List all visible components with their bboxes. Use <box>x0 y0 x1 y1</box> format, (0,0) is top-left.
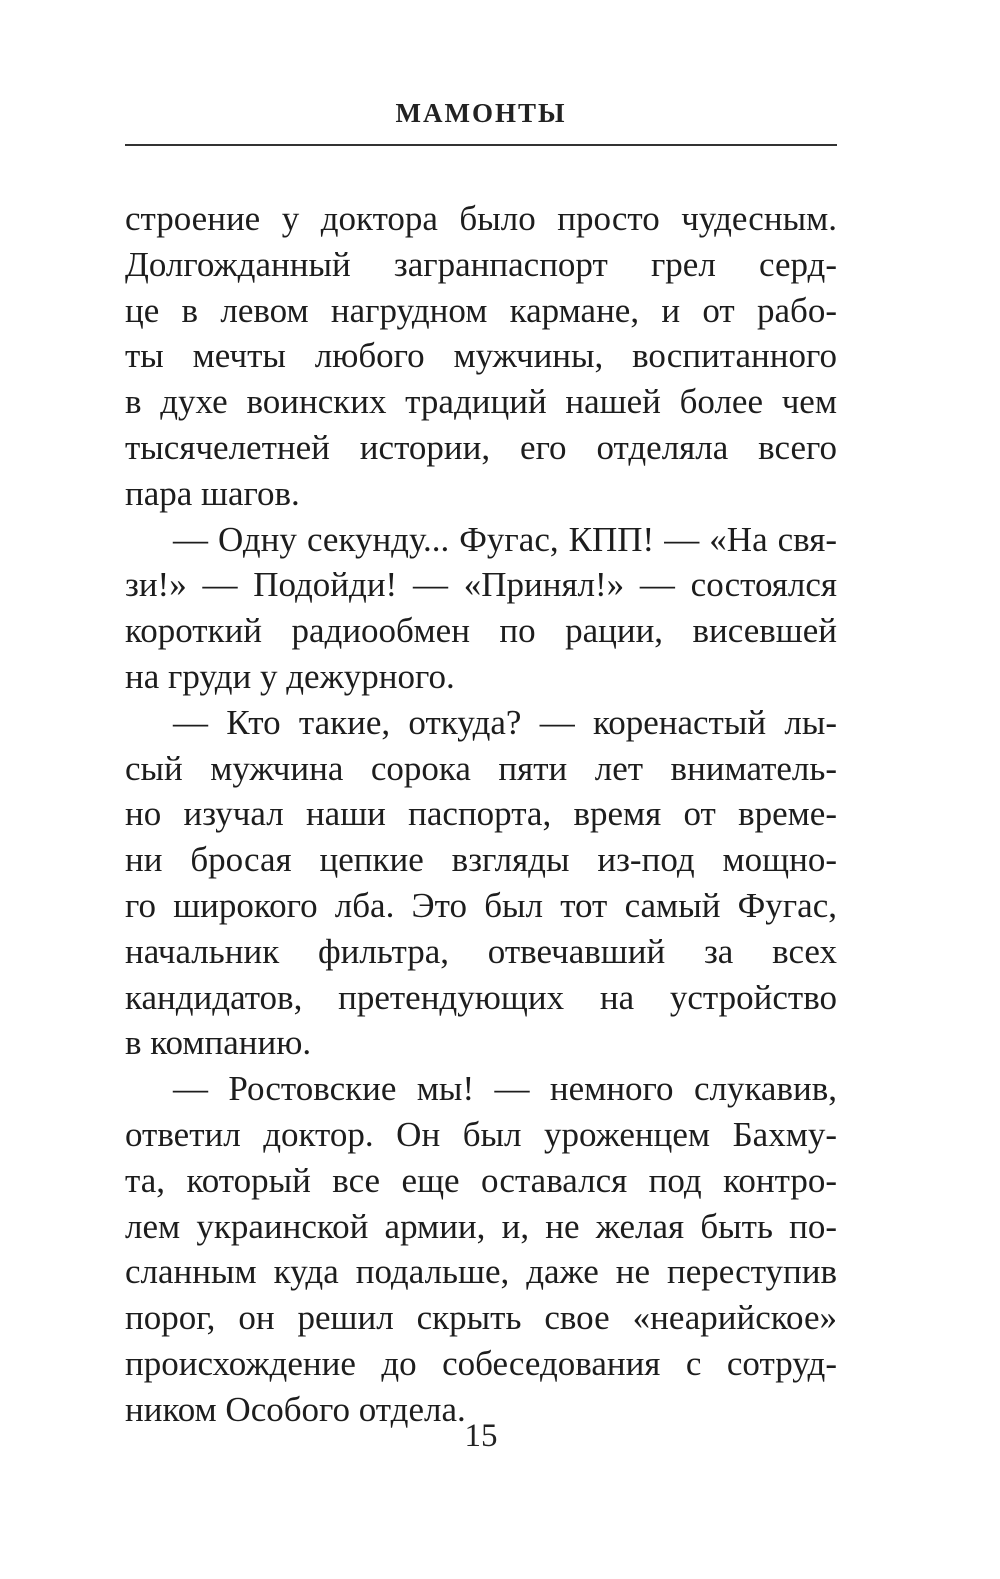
text-line: ни бросая цепкие взгляды из-под мощно- <box>125 840 837 880</box>
text-line: ответил доктор. Он был уроженцем Бахму- <box>125 1114 837 1154</box>
text-line: Долгожданный загранпаспорт грел серд- <box>125 244 837 284</box>
text-line: ты мечты любого мужчины, воспитанного <box>125 336 837 376</box>
text-line: — Кто такие, откуда? — коренастый лы- <box>173 702 837 742</box>
body-text <box>125 196 837 1433</box>
text-line: та, который все еще оставался под контро- <box>125 1160 837 1200</box>
text-line: зи!» — Подойди! — «Принял!» — состоялся <box>125 565 837 605</box>
text-line: кандидатов, претендующих на устройство <box>125 977 837 1017</box>
header-rule <box>125 144 837 146</box>
text-line: пара шагов. <box>125 473 300 513</box>
text-line: це в левом нагрудном кармане, и от рабо- <box>125 290 837 330</box>
page-number: 15 <box>464 1418 498 1454</box>
text-line: го широкого лба. Это был тот самый Фугас, <box>125 885 837 925</box>
text-line: начальник фильтра, отвечавший за всех <box>125 931 837 971</box>
text-line: лем украинской армии, и, не желая быть по- <box>125 1206 837 1246</box>
text-line: тысячелетней истории, его отделяла всего <box>125 427 837 467</box>
text-line: — Одну секунду... Фугас, КПП! — «На свя- <box>173 519 837 559</box>
text-line: ником Особого отдела. <box>125 1389 466 1429</box>
running-head: МАМОНТЫ <box>395 98 567 128</box>
text-line: но изучал наши паспорта, время от време- <box>125 794 837 834</box>
text-line: сланным куда подальше, даже не переступив <box>125 1252 837 1292</box>
text-line: в компанию. <box>125 1023 312 1063</box>
text-line: на груди у дежурного. <box>125 656 455 696</box>
text-line: — Ростовские мы! — немного слукавив, <box>173 1069 837 1109</box>
text-line: строение у доктора было просто чудесным. <box>125 199 837 238</box>
text-line: сый мужчина сорока пяти лет вниматель- <box>125 748 837 788</box>
text-line: порог, он решил скрыть свое «неарийское» <box>125 1298 837 1338</box>
text-line: в духе воинских традиций нашей более чем <box>125 382 837 422</box>
text-line: короткий радиообмен по рации, висевшей <box>125 611 837 651</box>
text-line: происхождение до собеседования с сотруд- <box>125 1343 837 1383</box>
